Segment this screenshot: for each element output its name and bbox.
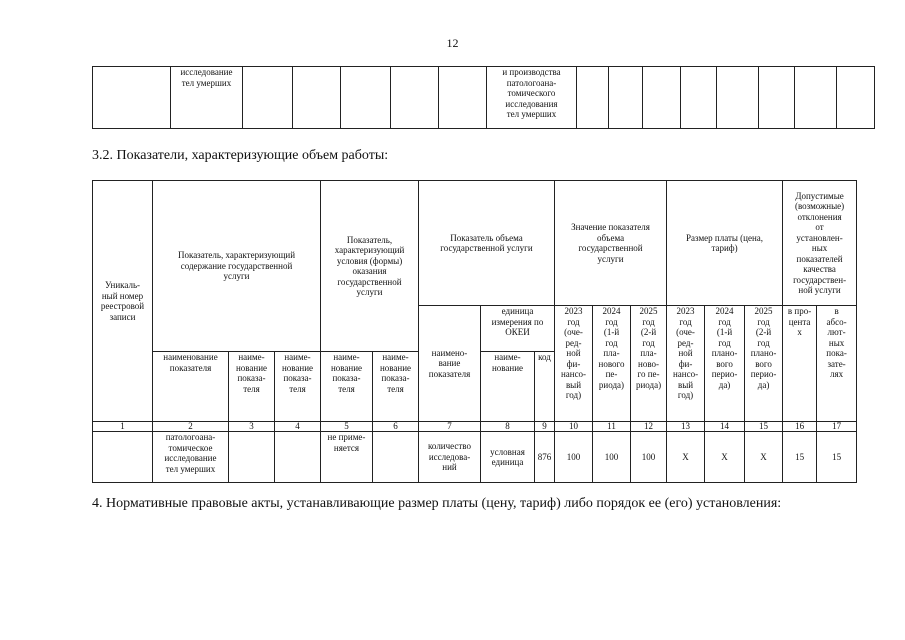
cell-deviation-absolute: 15 <box>817 432 857 483</box>
column-number: 5 <box>321 422 373 432</box>
cell-unit-code: 876 <box>535 432 555 483</box>
header-indicator-name: наиме- нование показа- теля <box>275 352 321 422</box>
header-year-2023: 2023 год (оче- ред- ной фи- нансо- вый год) <box>555 306 593 422</box>
column-number: 9 <box>535 422 555 432</box>
header-volume-indicator: Показатель объема государственной услуги <box>419 181 555 306</box>
cell-volume-name: количество исследова- ний <box>419 432 481 483</box>
header-unit-name: наиме- нование <box>481 352 535 422</box>
cell-fee-2023: X <box>667 432 705 483</box>
cell-value-2025: 100 <box>631 432 667 483</box>
section-heading-4: 4. Нормативные правовые акты, устанавливающие размер платы (цену, тариф) либо порядок ее (его) установления: <box>92 496 782 511</box>
header-deviation: Допустимые (возможные) отклонения от установлен- ных показателей качества государствен- ной услуги <box>783 181 857 306</box>
column-number: 11 <box>593 422 631 432</box>
header-year-2025: 2025 год (2-й год пла- ново- го пе- риода) <box>631 306 667 422</box>
cell-name: исследование тел умерших <box>171 67 243 129</box>
cell-condition: не приме- няется <box>321 432 373 483</box>
cell-deviation-percent: 15 <box>783 432 817 483</box>
header-volume-value: Значение показателя объема государственной услуги <box>555 181 667 306</box>
column-number: 10 <box>555 422 593 432</box>
header-unique-number: Уникаль- ный номер реестровой записи <box>93 181 153 422</box>
section-heading-3-2: 3.2. Показатели, характеризующие объем работы: <box>92 148 389 163</box>
header-deviation-absolute: в абсо- лют- ных пока- зате- лях <box>817 306 857 422</box>
table-row <box>93 432 857 483</box>
header-unit-code: код <box>535 352 555 422</box>
column-number: 3 <box>229 422 275 432</box>
cell-unit-name: условная единица <box>481 432 535 483</box>
column-number: 16 <box>783 422 817 432</box>
cell-fee-2024: X <box>705 432 745 483</box>
cell-service-content: патологоана- томическое исследование тел умерших <box>153 432 229 483</box>
cell-value-2023: 100 <box>555 432 593 483</box>
header-fee-2023: 2023 год (оче- ред- ной фи- нансо- вый год) <box>667 306 705 422</box>
header-deviation-percent: в про- цента х <box>783 306 817 422</box>
cell-value-2024: 100 <box>593 432 631 483</box>
column-numbers-row <box>93 422 857 432</box>
column-number: 13 <box>667 422 705 432</box>
header-indicator-name: наименование показателя <box>153 352 229 422</box>
column-number: 15 <box>745 422 783 432</box>
volume-indicators-table <box>92 180 857 483</box>
header-fee: Размер платы (цена, тариф) <box>667 181 783 306</box>
page-number: 12 <box>446 36 459 50</box>
table-row <box>93 67 875 129</box>
cell-fee-2025: X <box>745 432 783 483</box>
header-unit: единица измерения по ОКЕИ <box>481 306 555 352</box>
column-number: 8 <box>481 422 535 432</box>
header-indicator-name: наиме- нование показа- теля <box>321 352 373 422</box>
column-number: 7 <box>419 422 481 432</box>
header-indicator-name: наиме- нование показа- теля <box>373 352 419 422</box>
header-fee-2024: 2024 год (1-й год плано- вого перио- да) <box>705 306 745 422</box>
column-number: 4 <box>275 422 321 432</box>
header-volume-name: наимено- вание показателя <box>419 306 481 422</box>
column-number: 14 <box>705 422 745 432</box>
header-content-indicator: Показатель, характеризующий содержание государственной услуги <box>153 181 321 352</box>
cell-name-extended: и производства патологоана- томического исследования тел умерших <box>487 67 577 129</box>
column-number: 1 <box>93 422 153 432</box>
header-indicator-name: наиме- нование показа- теля <box>229 352 275 422</box>
header-year-2024: 2024 год (1-й год пла- нового пе- риода) <box>593 306 631 422</box>
column-number: 17 <box>817 422 857 432</box>
header-fee-2025: 2025 год (2-й год плано- вого перио- да) <box>745 306 783 422</box>
continuation-table <box>92 66 875 129</box>
column-number: 2 <box>153 422 229 432</box>
header-conditions-indicator: Показатель, характеризующий условия (формы) оказания государственной услуги <box>321 181 419 352</box>
column-number: 6 <box>373 422 419 432</box>
column-number: 12 <box>631 422 667 432</box>
